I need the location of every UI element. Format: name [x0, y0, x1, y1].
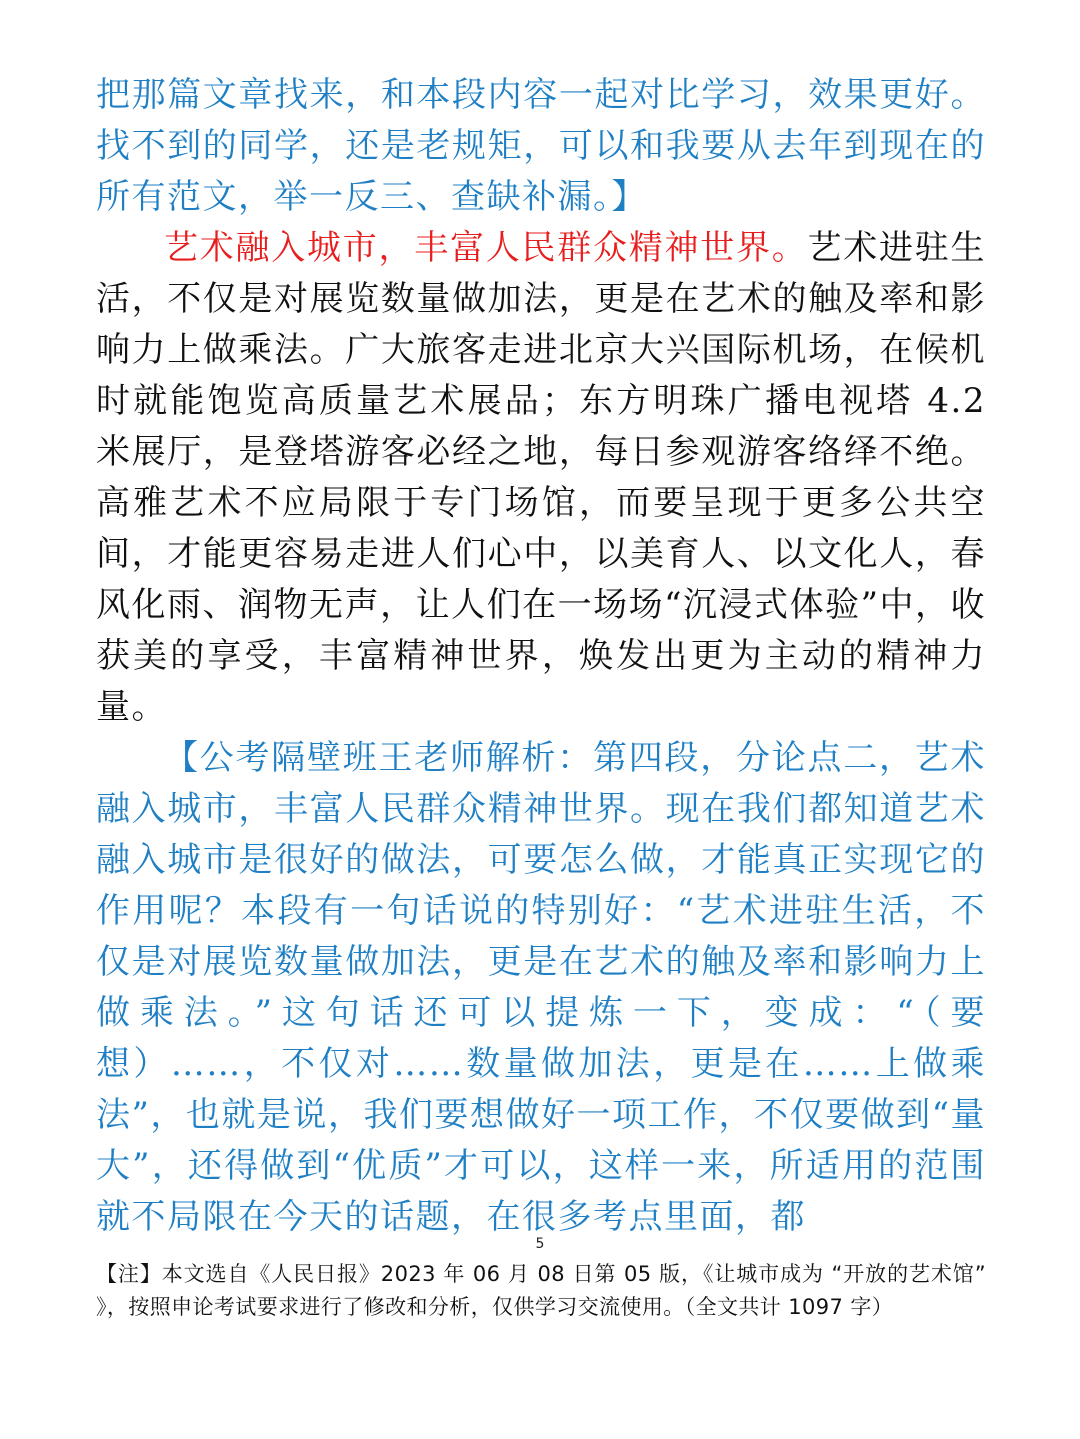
paragraph-intro-text: 把那篇文章找来，和本段内容一起对比学习，效果更好。找不到的同学，还是老规矩，可以和我要从去年到现在的所有范文，举一反三、查缺补漏。】: [96, 75, 986, 217]
paragraph-analysis-text: 【公考隔壁班王老师解析：第四段，分论点二，艺术融入城市，丰富人民群众精神世界。现在我们都知道艺术融入城市是很好的做法，可要怎么做，才能真正实现它的作用呢？本段有一句话说的特别好：“艺术进驻生活，不仅是对展览数量做加法，更是在艺术的触及率和影响力上做乘法。”这句话还可以提炼一下，变成：“（要想）……，不仅对……数量做加法，更是在……上做乘法”，也就是说，我们要想做好一项工作，不仅要做到“量大”，还得做到“优质”才可以，这样一来，所适用的范围就不局限在今天的话题，在很多考点里面，都: [96, 738, 986, 1237]
paragraph-intro: [96, 70, 986, 223]
page-number: 5: [535, 1236, 545, 1252]
paragraph-heading: 艺术融入城市，丰富人民群众精神世界。: [164, 228, 808, 268]
paragraph-main: [96, 223, 986, 733]
paragraph-analysis: [96, 733, 986, 1243]
document-body: [96, 70, 986, 1243]
footnote: 【注】本文选自《人民日报》2023 年 06 月 08 日第 05 版，《让城市成为 “开放的艺术馆” 》，按照申论考试要求进行了修改和分析，仅供学习交流使用。（全文共计 1097 字）: [96, 1262, 986, 1319]
paragraph-main-text: 艺术进驻生活，不仅是对展览数量做加法，更是在艺术的触及率和影响力上做乘法。广大旅客走进北京大兴国际机场，在候机时就能饱览高质量艺术展品；东方明珠广播电视塔 4.2 米展厅，是登塔游客必经之地，每日参观游客络绎不绝。高雅艺术不应局限于专门场馆，而要呈现于更多公共空间，才能更容易走进人们心中，以美育人、以文化人，春风化雨、润物无声，让人们在一场场“沉浸式体验”中，收获美的享受，丰富精神世界，焕发出更为主动的精神力量。: [96, 228, 986, 727]
